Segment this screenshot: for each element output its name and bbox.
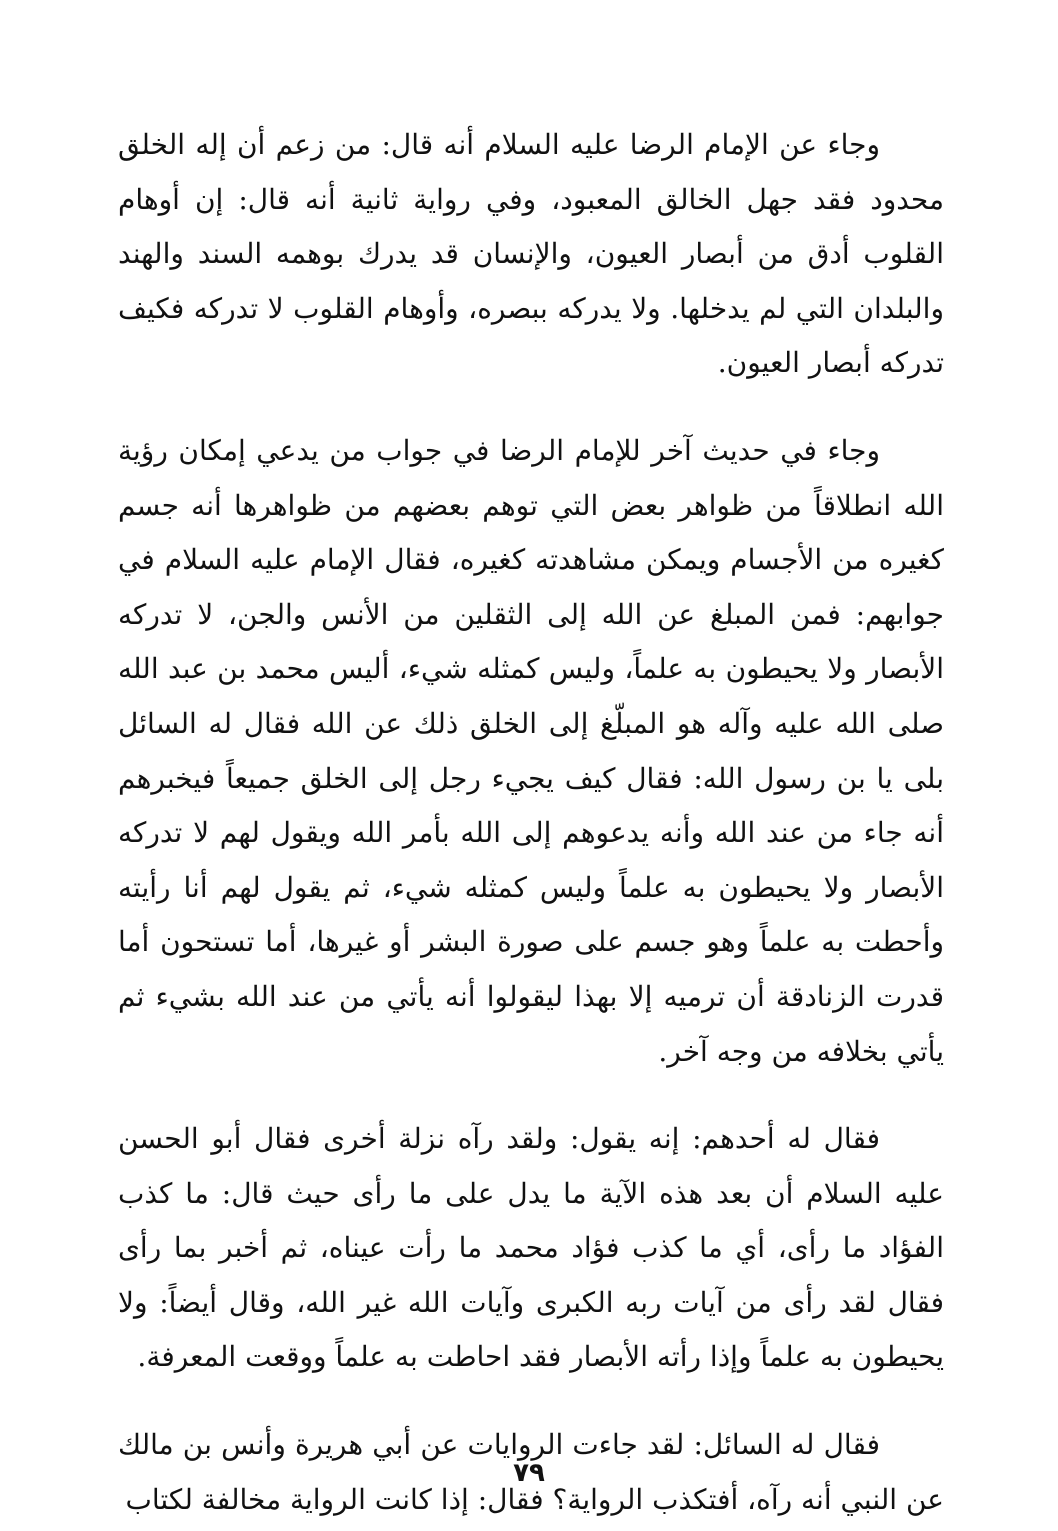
- paragraph-4: فقال له السائل: لقد جاءت الروايات عن أبي هريرة وأنس بن مالك عن النبي أنه رآه، أفتكذب الرواية؟ فقال: إذا كانت الرواية مخالفة لكتاب: [118, 1428, 944, 1516]
- paragraph-2: وجاء في حديث آخر للإمام الرضا في جواب من يدعي إمكان رؤية الله انطلاقاً من ظواهر بعض التي توهم بعضهم من ظواهرها أنه جسم كغيره من الأجسام ويمكن مشاهدته كغيره، فقال الإمام عليه السلام في جوابهم: فمن المبلغ عن الله إلى الثقلين من الأنس والجن، لا تدركه الأبصار ولا يحيطون به علماً، وليس كمثله شيء، أليس محمد بن عبد الله صلى الله عليه وآله هو المبلّغ إلى الخلق ذلك عن الله فقال له السائل بلى يا بن رسول الله: فقال كيف يجيء رجل إلى الخلق جميعاً فيخبرهم أنه جاء من عند الله وأنه يدعوهم إلى الله بأمر الله ويقول لهم لا تدركه الأبصار ولا يحيطون به علماً وليس كمثله شيء، ثم يقول لهم أنا رأيته وأحطت به علماً وهو جسم على صورة البشر أو غيرها، أما تستحون أما قدرت الزنادقة أن ترميه إلا بهذا ليقولوا أنه يأتي من عند الله بشيء ثم يأتي بخلافه من وجه آخر.: [118, 433, 944, 1068]
- paragraph-3: فقال له أحدهم: إنه يقول: ولقد رآه نزلة أخرى فقال أبو الحسن عليه السلام أن بعد هذه الآية ما يدل على ما رأى حيث قال: ما كذب الفؤاد ما رأى، أي ما كذب فؤاد محمد ما رأت عيناه، ثم أخبر بما رأى فقال لقد رأى من آيات ربه الكبرى وآيات الله غير الله، وقال أيضاً: ولا يحيطون به علماً وإذا رأته الأبصار فقد احاطت به علماً ووقعت المعرفة.: [118, 1122, 944, 1374]
- paragraph-1: وجاء عن الإمام الرضا عليه السلام أنه قال: من زعم أن إله الخلق محدود فقد جهل الخالق المعبود، وفي رواية ثانية أنه قال: إن أوهام القلوب أدق من أبصار العيون، والإنسان قد يدرك بوهمه السند والهند والبلدان التي لم يدخلها. ولا يدركه ببصره، وأوهام القلوب لا تدركه فكيف تدركه أبصار العيون.: [118, 128, 944, 380]
- page-number: ٧٩: [513, 1458, 545, 1488]
- page-body: [118, 118, 944, 1527]
